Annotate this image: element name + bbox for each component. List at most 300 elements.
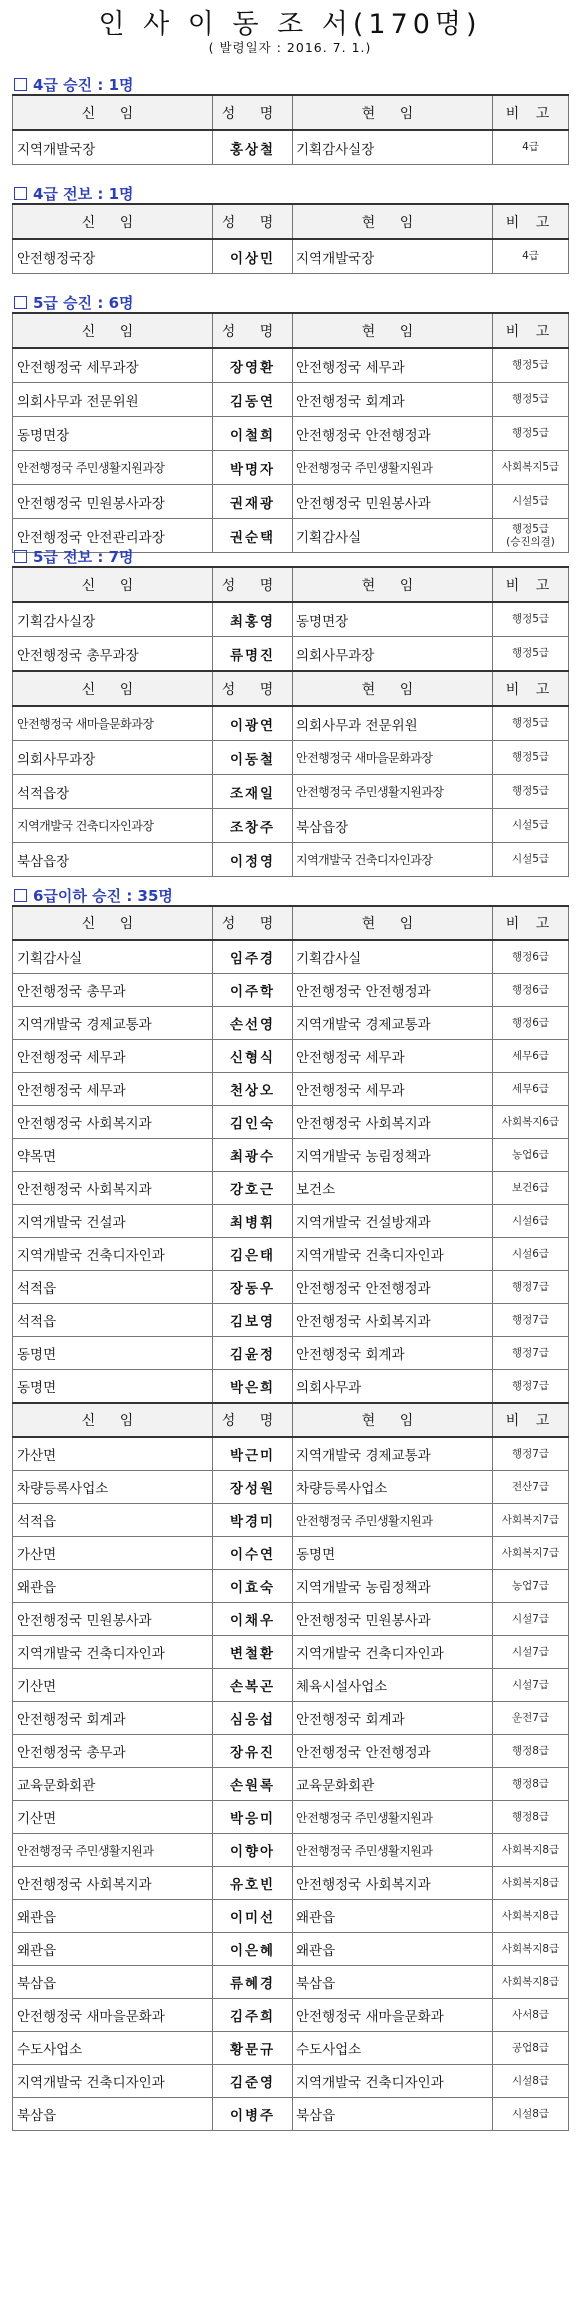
new-post-cell: 안전행정국 주민생활지원과 [13,1834,213,1867]
col-header-note: 비 고 [493,906,569,940]
table-row [13,130,569,165]
current-post-cell: 안전행정국 세무과 [293,1040,493,1073]
new-post-cell: 기획감사실 [13,940,213,974]
new-post-cell: 안전행정국 세무과장 [13,348,213,383]
table-row [13,843,569,877]
person-name-cell: 김인숙 [213,1106,293,1139]
current-post-cell: 안전행정국 안전행정과 [293,1271,493,1304]
document-title: 인 사 이 동 조 서(170명) [98,9,482,40]
note-cell: 행정7급 [493,1437,569,1471]
new-post-cell: 북삼읍장 [13,843,213,877]
new-post-cell: 기산면 [13,1801,213,1834]
current-post-cell: 지역개발국 농림정책과 [293,1570,493,1603]
table-row [13,1073,569,1106]
table-row [13,637,569,672]
table-row [13,2065,569,2098]
note-cell: 공업8급 [493,2032,569,2065]
person-name-cell: 이광연 [213,706,293,741]
note-cell: 사회복지8급 [493,1834,569,1867]
current-post-cell: 안전행정국 민원봉사과 [293,1603,493,1636]
table-header-row [13,313,569,348]
note-cell: 보건6급 [493,1172,569,1205]
person-name-cell: 박응미 [213,1801,293,1834]
current-post-cell: 지역개발국 농림정책과 [293,1139,493,1172]
table-header-row [13,204,569,239]
new-post-cell: 안전행정국 사회복지과 [13,1106,213,1139]
col-header-name: 성 명 [213,906,293,940]
section-heading: 5급 전보 : 7명 [14,546,134,567]
person-name-cell: 박은희 [213,1370,293,1404]
new-post-cell: 의회사무과 전문위원 [13,383,213,417]
new-post-cell: 가산면 [13,1437,213,1471]
col-header-new: 신 임 [13,1403,213,1437]
table-row [13,706,569,741]
section-heading: 4급 승진 : 1명 [14,74,134,95]
new-post-cell: 지역개발국 건축디자인과 [13,2065,213,2098]
new-post-cell: 석적읍 [13,1304,213,1337]
current-post-cell: 안전행정국 회계과 [293,1337,493,1370]
current-post-cell: 안전행정국 주민생활지원과 [293,1834,493,1867]
table-row [13,1867,569,1900]
current-post-cell: 지역개발국 경제교통과 [293,1007,493,1040]
personnel-table [12,94,569,165]
new-post-cell: 가산면 [13,1537,213,1570]
note-cell: 행정5급 [493,417,569,451]
table-row [13,775,569,809]
person-name-cell: 홍상철 [213,130,293,165]
section-heading: 5급 승진 : 6명 [14,292,134,313]
person-name-cell: 손원록 [213,1768,293,1801]
current-post-cell: 안전행정국 주민생활지원과 [293,1504,493,1537]
col-header-name: 성 명 [213,567,293,602]
person-name-cell: 유호빈 [213,1867,293,1900]
table-header-row [13,671,569,706]
note-cell: 행정6급 [493,940,569,974]
current-post-cell: 왜관읍 [293,1933,493,1966]
col-header-new: 신 임 [13,671,213,706]
note-cell: 사회복지8급 [493,1900,569,1933]
table-row [13,1834,569,1867]
new-post-cell: 지역개발국장 [13,130,213,165]
col-header-new: 신 임 [13,95,213,130]
note-cell: 사회복지8급 [493,1966,569,1999]
col-header-name: 성 명 [213,204,293,239]
col-header-current: 현 임 [293,906,493,940]
checkbox-square-icon [14,550,27,563]
table-row [13,383,569,417]
current-post-cell: 안전행정국 새마을문화과 [293,1999,493,2032]
note-cell: 시설6급 [493,1238,569,1271]
note-cell: 행정5급 [493,383,569,417]
table-row [13,974,569,1007]
current-post-cell: 의회사무과장 [293,637,493,672]
person-name-cell: 이철희 [213,417,293,451]
person-name-cell: 장영환 [213,348,293,383]
person-name-cell: 김보영 [213,1304,293,1337]
new-post-cell: 지역개발국 건축디자인과 [13,1238,213,1271]
col-header-name: 성 명 [213,95,293,130]
table-row [13,602,569,637]
table-row [13,1933,569,1966]
col-header-current: 현 임 [293,95,493,130]
person-name-cell: 심응섭 [213,1702,293,1735]
current-post-cell: 안전행정국 사회복지과 [293,1106,493,1139]
person-name-cell: 최홍영 [213,602,293,637]
person-name-cell: 장동우 [213,1271,293,1304]
col-header-current: 현 임 [293,313,493,348]
table-row [13,1603,569,1636]
person-name-cell: 이주학 [213,974,293,1007]
new-post-cell: 지역개발국 경제교통과 [13,1007,213,1040]
note-cell: 행정6급 [493,974,569,1007]
table-row [13,2098,569,2131]
current-post-cell: 차량등록사업소 [293,1471,493,1504]
col-header-note: 비 고 [493,204,569,239]
current-post-cell: 안전행정국 새마을문화과장 [293,741,493,775]
table-row [13,1271,569,1304]
person-name-cell: 이상민 [213,239,293,274]
current-post-cell: 지역개발국 건축디자인과장 [293,843,493,877]
new-post-cell: 동명면장 [13,417,213,451]
table-header-row [13,95,569,130]
table-row [13,1669,569,1702]
new-post-cell: 기산면 [13,1669,213,1702]
current-post-cell: 북삼읍장 [293,809,493,843]
table-row [13,1735,569,1768]
new-post-cell: 왜관읍 [13,1933,213,1966]
table-row [13,1537,569,1570]
current-post-cell: 보건소 [293,1172,493,1205]
table-row [13,2032,569,2065]
new-post-cell: 기획감사실장 [13,602,213,637]
section-heading: 4급 전보 : 1명 [14,183,134,204]
note-cell: 사회복지7급 [493,1504,569,1537]
current-post-cell: 의회사무과 전문위원 [293,706,493,741]
new-post-cell: 북삼읍 [13,1966,213,1999]
table-row [13,1504,569,1537]
note-cell: 농업7급 [493,1570,569,1603]
col-header-new: 신 임 [13,906,213,940]
col-header-note: 비 고 [493,313,569,348]
table-row [13,1801,569,1834]
table-row [13,940,569,974]
checkbox-square-icon [14,889,27,902]
table-row [13,451,569,485]
note-cell: 사회복지7급 [493,1537,569,1570]
current-post-cell: 지역개발국 건축디자인과 [293,1238,493,1271]
current-post-cell: 지역개발국장 [293,239,493,274]
table-row [13,741,569,775]
table-header-row [13,906,569,940]
col-header-current: 현 임 [293,1403,493,1437]
person-name-cell: 김준영 [213,2065,293,2098]
new-post-cell: 차량등록사업소 [13,1471,213,1504]
table-row [13,1471,569,1504]
new-post-cell: 안전행정국 새마을문화과장 [13,706,213,741]
note-cell: 행정5급 [493,602,569,637]
table-row [13,1238,569,1271]
current-post-cell: 안전행정국 회계과 [293,1702,493,1735]
new-post-cell: 교육문화회관 [13,1768,213,1801]
new-post-cell: 안전행정국 총무과 [13,974,213,1007]
issue-date: ( 발령일자 : 2016. 7. 1.) [208,40,372,55]
new-post-cell: 안전행정국 총무과 [13,1735,213,1768]
person-name-cell: 이향아 [213,1834,293,1867]
current-post-cell: 안전행정국 안전행정과 [293,1735,493,1768]
col-header-note: 비 고 [493,95,569,130]
col-header-note: 비 고 [493,1403,569,1437]
note-cell: 사회복지6급 [493,1106,569,1139]
current-post-cell: 왜관읍 [293,1900,493,1933]
new-post-cell: 안전행정국 새마을문화과 [13,1999,213,2032]
current-post-cell: 안전행정국 사회복지과 [293,1304,493,1337]
table-row [13,1139,569,1172]
checkbox-square-icon [14,296,27,309]
current-post-cell: 지역개발국 건설방재과 [293,1205,493,1238]
note-cell: 행정7급 [493,1304,569,1337]
table-row [13,1304,569,1337]
person-name-cell: 최광수 [213,1139,293,1172]
new-post-cell: 안전행정국 세무과 [13,1073,213,1106]
current-post-cell: 교육문화회관 [293,1768,493,1801]
note-cell: 행정5급 [493,775,569,809]
current-post-cell: 안전행정국 안전행정과 [293,974,493,1007]
person-name-cell: 장성원 [213,1471,293,1504]
person-name-cell: 조재일 [213,775,293,809]
table-row [13,1570,569,1603]
table-row [13,239,569,274]
person-name-cell: 장유진 [213,1735,293,1768]
col-header-name: 성 명 [213,671,293,706]
col-header-note: 비 고 [493,567,569,602]
new-post-cell: 안전행정국장 [13,239,213,274]
col-header-new: 신 임 [13,204,213,239]
col-header-current: 현 임 [293,567,493,602]
note-cell: 운전7급 [493,1702,569,1735]
current-post-cell: 지역개발국 경제교통과 [293,1437,493,1471]
current-post-cell: 의회사무과 [293,1370,493,1404]
table-row [13,1437,569,1471]
current-post-cell: 동명면장 [293,602,493,637]
person-name-cell: 강호근 [213,1172,293,1205]
new-post-cell: 동명면 [13,1337,213,1370]
person-name-cell: 박명자 [213,451,293,485]
note-cell: 시설5급 [493,485,569,519]
person-name-cell: 박경미 [213,1504,293,1537]
col-header-new: 신 임 [13,567,213,602]
note-cell: 행정7급 [493,1337,569,1370]
note-cell: 농업6급 [493,1139,569,1172]
note-cell: 4급 [493,239,569,274]
table-row [13,1999,569,2032]
new-post-cell: 안전행정국 주민생활지원과장 [13,451,213,485]
new-post-cell: 왜관읍 [13,1570,213,1603]
table-row [13,1007,569,1040]
personnel-table [12,312,569,553]
note-cell: 시설5급 [493,843,569,877]
person-name-cell: 조창주 [213,809,293,843]
person-name-cell: 권재광 [213,485,293,519]
table-row [13,1205,569,1238]
new-post-cell: 석적읍 [13,1504,213,1537]
current-post-cell: 동명면 [293,1537,493,1570]
table-row [13,485,569,519]
table-row [13,1768,569,1801]
note-cell: 시설5급 [493,809,569,843]
note-cell: 시설8급 [493,2098,569,2131]
new-post-cell: 수도사업소 [13,2032,213,2065]
person-name-cell: 김동연 [213,383,293,417]
note-cell: 행정7급 [493,1370,569,1404]
new-post-cell: 안전행정국 총무과장 [13,637,213,672]
current-post-cell: 기획감사실 [293,940,493,974]
current-post-cell: 안전행정국 사회복지과 [293,1867,493,1900]
note-cell: 세무6급 [493,1073,569,1106]
note-cell: 행정8급 [493,1735,569,1768]
table-row [13,348,569,383]
new-post-cell: 안전행정국 세무과 [13,1040,213,1073]
note-cell: 사회복지8급 [493,1867,569,1900]
person-name-cell: 이은혜 [213,1933,293,1966]
current-post-cell: 기획감사실장 [293,130,493,165]
new-post-cell: 안전행정국 회계과 [13,1702,213,1735]
col-header-current: 현 임 [293,204,493,239]
new-post-cell: 약목면 [13,1139,213,1172]
new-post-cell: 지역개발국 건축디자인과 [13,1636,213,1669]
current-post-cell: 안전행정국 민원봉사과 [293,485,493,519]
new-post-cell: 북삼읍 [13,2098,213,2131]
new-post-cell: 왜관읍 [13,1900,213,1933]
note-cell: 행정5급 [493,637,569,672]
table-row [13,1172,569,1205]
note-cell: 행정5급 [493,741,569,775]
person-name-cell: 손선영 [213,1007,293,1040]
note-cell: 행정7급 [493,1271,569,1304]
note-cell: 시설7급 [493,1669,569,1702]
person-name-cell: 손복곤 [213,1669,293,1702]
person-name-cell: 이수연 [213,1537,293,1570]
table-header-row [13,567,569,602]
table-row [13,1966,569,1999]
table-header-row [13,1403,569,1437]
new-post-cell: 의회사무과장 [13,741,213,775]
person-name-cell: 최병휘 [213,1205,293,1238]
current-post-cell: 지역개발국 건축디자인과 [293,2065,493,2098]
current-post-cell: 북삼읍 [293,2098,493,2131]
current-post-cell: 안전행정국 주민생활지원과장 [293,775,493,809]
current-post-cell: 북삼읍 [293,1966,493,1999]
person-name-cell: 천상오 [213,1073,293,1106]
note-cell: 세무6급 [493,1040,569,1073]
person-name-cell: 이병주 [213,2098,293,2131]
table-row [13,417,569,451]
person-name-cell: 황문규 [213,2032,293,2065]
table-row [13,1702,569,1735]
personnel-table [12,203,569,274]
table-row [13,1106,569,1139]
person-name-cell: 이정영 [213,843,293,877]
person-name-cell: 권순택 [213,519,293,553]
note-cell: 행정5급 (승진의결) [493,519,569,553]
current-post-cell: 안전행정국 세무과 [293,348,493,383]
table-row [13,1900,569,1933]
personnel-table [12,905,569,2131]
current-post-cell: 안전행정국 세무과 [293,1073,493,1106]
person-name-cell: 이채우 [213,1603,293,1636]
current-post-cell: 수도사업소 [293,2032,493,2065]
note-cell: 전산7급 [493,1471,569,1504]
note-cell: 시설6급 [493,1205,569,1238]
current-post-cell: 체육시설사업소 [293,1669,493,1702]
person-name-cell: 박근미 [213,1437,293,1471]
new-post-cell: 지역개발국 건축디자인과장 [13,809,213,843]
note-cell: 4급 [493,130,569,165]
col-header-note: 비 고 [493,671,569,706]
table-row [13,1337,569,1370]
note-cell: 사서8급 [493,1999,569,2032]
current-post-cell: 기획감사실 [293,519,493,553]
table-row [13,1370,569,1404]
note-cell: 시설7급 [493,1603,569,1636]
note-cell: 행정5급 [493,706,569,741]
person-name-cell: 임주경 [213,940,293,974]
person-name-cell: 김은태 [213,1238,293,1271]
col-header-name: 성 명 [213,1403,293,1437]
current-post-cell: 안전행정국 주민생활지원과 [293,451,493,485]
person-name-cell: 이미선 [213,1900,293,1933]
col-header-name: 성 명 [213,313,293,348]
current-post-cell: 안전행정국 주민생활지원과 [293,1801,493,1834]
section-heading: 6급이하 승진 : 35명 [14,885,173,906]
current-post-cell: 안전행정국 안전행정과 [293,417,493,451]
table-row [13,1636,569,1669]
note-cell: 행정6급 [493,1007,569,1040]
person-name-cell: 신형식 [213,1040,293,1073]
new-post-cell: 석적읍 [13,1271,213,1304]
person-name-cell: 변철환 [213,1636,293,1669]
person-name-cell: 김윤정 [213,1337,293,1370]
note-cell: 행정5급 [493,348,569,383]
personnel-table [12,566,569,877]
table-row [13,809,569,843]
person-name-cell: 류혜경 [213,1966,293,1999]
new-post-cell: 석적읍장 [13,775,213,809]
current-post-cell: 안전행정국 회계과 [293,383,493,417]
person-name-cell: 김주희 [213,1999,293,2032]
checkbox-square-icon [14,78,27,91]
note-cell: 시설8급 [493,2065,569,2098]
note-cell: 시설7급 [493,1636,569,1669]
person-name-cell: 류명진 [213,637,293,672]
new-post-cell: 지역개발국 건설과 [13,1205,213,1238]
new-post-cell: 안전행정국 민원봉사과 [13,1603,213,1636]
person-name-cell: 이효숙 [213,1570,293,1603]
new-post-cell: 안전행정국 안전관리과장 [13,519,213,553]
col-header-new: 신 임 [13,313,213,348]
note-cell: 사회복지8급 [493,1933,569,1966]
new-post-cell: 안전행정국 사회복지과 [13,1867,213,1900]
new-post-cell: 안전행정국 민원봉사과장 [13,485,213,519]
table-row [13,1040,569,1073]
new-post-cell: 동명면 [13,1370,213,1404]
person-name-cell: 이동철 [213,741,293,775]
note-cell: 사회복지5급 [493,451,569,485]
note-cell: 행정8급 [493,1768,569,1801]
current-post-cell: 지역개발국 건축디자인과 [293,1636,493,1669]
note-cell: 행정8급 [493,1801,569,1834]
new-post-cell: 안전행정국 사회복지과 [13,1172,213,1205]
checkbox-square-icon [14,187,27,200]
